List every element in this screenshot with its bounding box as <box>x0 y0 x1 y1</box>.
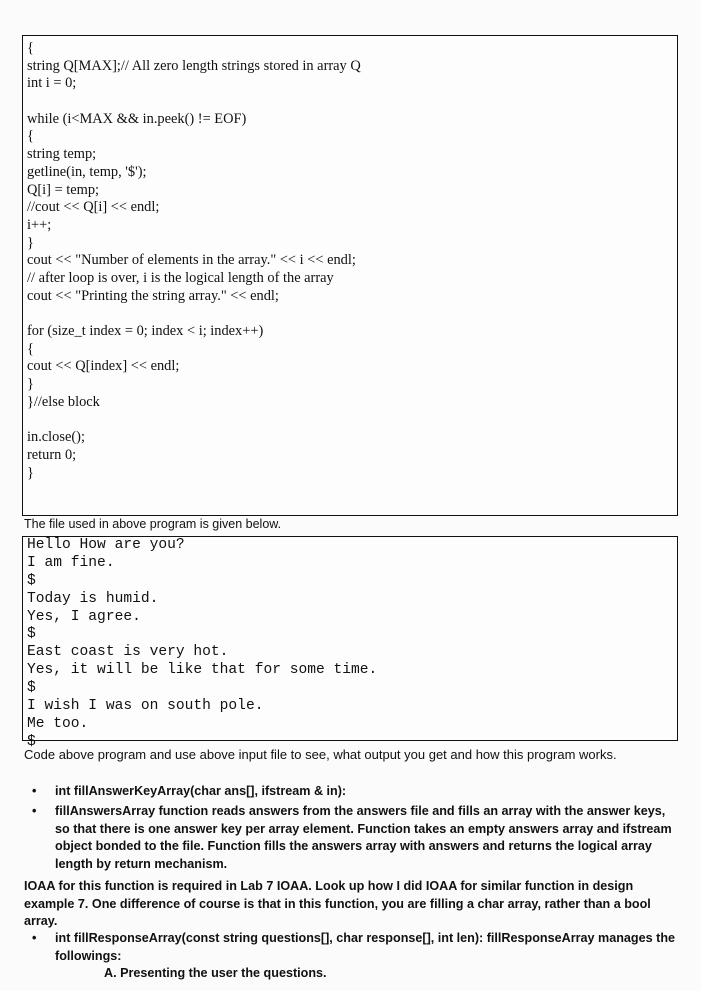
file-line: I wish I was on south pole. <box>27 698 264 715</box>
code-line: //cout << Q[i] << endl; <box>27 199 160 216</box>
code-listing <box>27 40 673 482</box>
bullet-text-2: fillAnswersArray function reads answers from the answers file and fills an array with the answer keys, so that there is one answer key per array element. Function takes an empty answers array and ifstream object bonded to the file. Function fills the answers array with answers and returns the logical array length by return mechanism. <box>55 804 672 871</box>
code-line: getline(in, temp, '$'); <box>27 163 147 180</box>
file-line: Hello How are you? <box>27 537 185 553</box>
file-line: Yes, it will be like that for some time. <box>27 662 378 679</box>
code-line: cout << "Number of elements in the array." << i << endl; <box>27 252 356 269</box>
file-line: Yes, I agree. <box>27 608 141 625</box>
code-line <box>27 93 673 111</box>
file-caption: The file used in above program is given below. <box>24 517 282 531</box>
file-line: East coast is very hot. <box>27 644 229 661</box>
code-line: }//else block <box>27 393 100 410</box>
code-line: cout << Q[index] << endl; <box>27 358 180 375</box>
code-line: string temp; <box>27 146 97 163</box>
code-line <box>27 411 673 429</box>
code-box <box>22 35 678 516</box>
code-line: return 0; <box>27 446 77 463</box>
code-line: // after loop is over, i is the logical length of the array <box>27 269 334 286</box>
code-line: { <box>27 128 34 145</box>
file-line: $ <box>27 626 36 643</box>
ioaa-note: IOAA for this function is required in Lab 7 IOAA. Look up how I did IOAA for similar function in design example 7. One difference of course is that in this function, you are filling a char array, rather than a bool array. <box>24 879 651 928</box>
code-line: i++; <box>27 216 52 233</box>
file-line: $ <box>27 680 36 697</box>
file-line: $ <box>27 572 36 589</box>
code-line: Q[i] = temp; <box>27 181 100 198</box>
bullet-text-3: int fillResponseArray(const string questions[], char response[], int len): fillResponseArray manages the followings: <box>55 931 676 963</box>
subitem-a: A. Presenting the user the questions. <box>104 966 327 980</box>
input-file-listing <box>27 537 673 752</box>
file-line: $ <box>27 733 36 750</box>
code-line: cout << "Printing the string array." << endl; <box>27 287 279 304</box>
code-line: while (i<MAX && in.peek() != EOF) <box>27 110 247 127</box>
file-line: Today is humid. <box>27 590 159 607</box>
code-line: string Q[MAX];// All zero length strings stored in array Q <box>27 57 361 74</box>
code-line: } <box>27 376 34 393</box>
file-line: Me too. <box>27 715 89 732</box>
code-line: { <box>27 40 34 56</box>
file-line: I am fine. <box>27 554 115 571</box>
bullet-1: • <box>32 784 37 798</box>
bullet-text-1: int fillAnswerKeyArray(char ans[], ifstream & in): <box>55 784 347 798</box>
input-file-box <box>22 536 678 750</box>
code-line: { <box>27 340 34 357</box>
code-line: in.close(); <box>27 429 85 446</box>
code-line: for (size_t index = 0; index < i; index++) <box>27 323 264 339</box>
code-line <box>27 305 673 323</box>
code-line: } <box>27 464 34 481</box>
instruction-text: Code above program and use above input file to see, what output you get and how this program works. <box>24 747 617 762</box>
bullet-2: • <box>32 804 37 818</box>
bullet-3: • <box>32 931 37 945</box>
code-line: } <box>27 234 34 251</box>
code-line: int i = 0; <box>27 75 77 92</box>
